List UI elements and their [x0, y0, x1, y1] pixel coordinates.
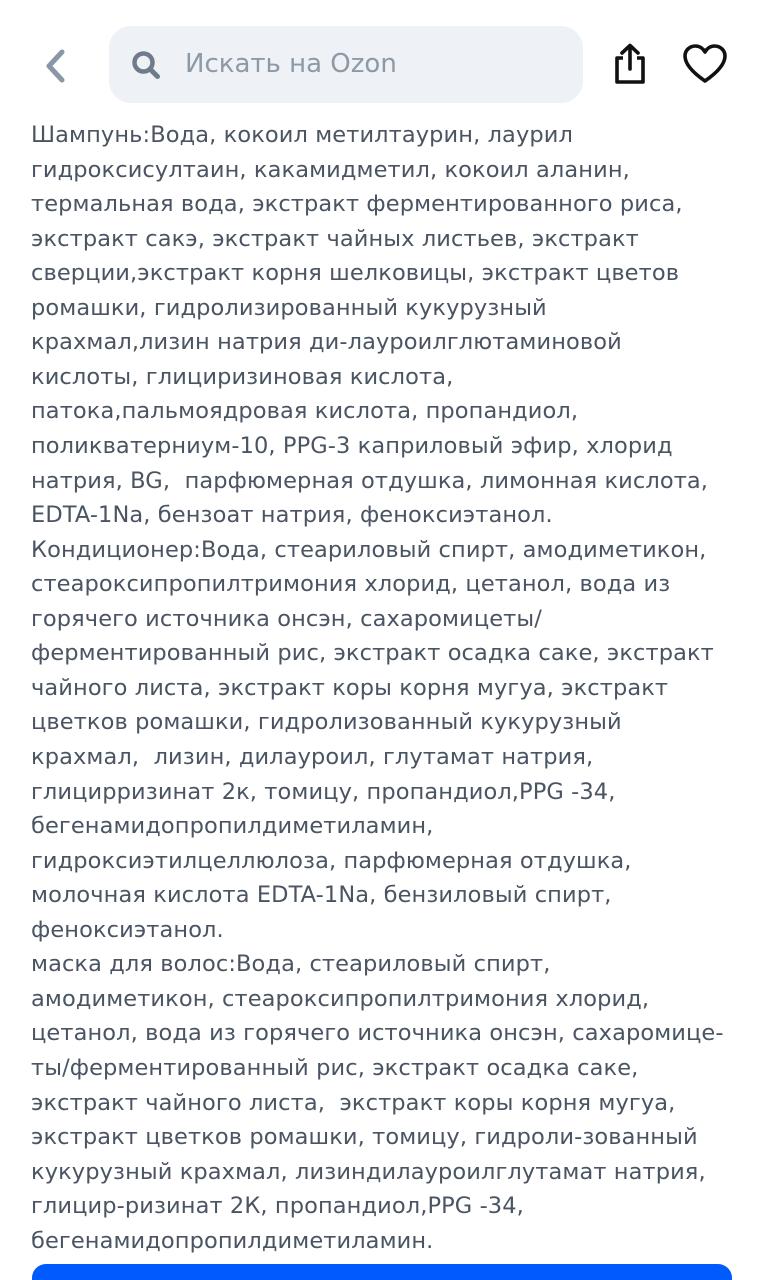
description-line: ферментированный рис, экстракт осадка саке, экстракт — [31, 640, 714, 666]
share-icon — [610, 42, 650, 86]
description-line: Шампунь:Вода, кокоил метилтаурин, лаурил — [31, 122, 573, 148]
search-input[interactable] — [185, 40, 565, 88]
description-line: цветков ромашки, гидролизованный кукурузный — [31, 709, 622, 735]
description-line: натрия, BG, парфюмерная отдушка, лимонная кислота, — [31, 468, 709, 494]
description-line: бегенамидопропилдиметиламин, — [31, 813, 434, 839]
description-line: гидроксиэтилцеллюлоза, парфюмерная отдушка, — [31, 848, 632, 874]
description-line: кислоты, глициризиновая кислота, — [31, 364, 454, 390]
description-line: поликватерниум-10, PPG-3 каприловый эфир, хлорид — [31, 433, 673, 459]
back-button[interactable] — [30, 42, 82, 90]
top-navigation-bar — [0, 0, 762, 118]
description-line: крахмал,лизин натрия ди-лауроилглютаминовой — [31, 329, 622, 355]
heart-icon — [682, 43, 728, 85]
description-line: молочная кислота EDTA-1Na, бензиловый спирт, — [31, 882, 612, 908]
bottom-action-button[interactable] — [32, 1264, 732, 1280]
description-line: горячего источника онсэн, сахаромицеты/ — [31, 606, 542, 632]
description-line: Кондиционер:Вода, стеариловый спирт, амодиметикон, — [31, 537, 707, 563]
description-line: стеароксипропилтримония хлорид, цетанол, вода из — [31, 571, 671, 597]
description-line: кукурузный крахмал, лизиндилауроилглутамат натрия, — [31, 1159, 706, 1185]
search-icon — [131, 50, 161, 80]
description-line: экстракт сакэ, экстракт чайных листьев, экстракт — [31, 226, 639, 252]
description-line: амодиметикон, стеароксипропилтримония хлорид, — [31, 986, 650, 1012]
description-line: ты/ферментированный рис, экстракт осадка саке, — [31, 1055, 639, 1081]
description-line: крахмал, лизин, дилауроил, глутамат натрия, — [31, 744, 594, 770]
description-line: патока,пальмоядровая кислота, пропандиол, — [31, 398, 579, 424]
product-description — [0, 118, 762, 1263]
share-button[interactable] — [606, 40, 654, 88]
description-line: экстракт чайного листа, экстракт коры корня мугуа, — [31, 1090, 676, 1116]
description-line: термальная вода, экстракт ферментированного риса, — [31, 191, 683, 217]
description-line: цетанол, вода из горячего источника онсэн, сахаромице- — [31, 1020, 724, 1046]
description-line: глицирризинат 2к, томицу, пропандиол,PPG -34, — [31, 779, 616, 805]
description-line: феноксиэтанол. — [31, 917, 224, 943]
description-line: экстракт цветков ромашки, томицу, гидроли-зованный — [31, 1124, 698, 1150]
description-line: глицир-ризинат 2К, пропандиол,PPG -34, — [31, 1193, 524, 1219]
description-line: EDTA-1Na, бензоат натрия, феноксиэтанол. — [31, 502, 553, 528]
description-line: ромашки, гидролизированный кукурузный — [31, 295, 547, 321]
description-line: бегенамидопропилдиметиламин. — [31, 1228, 434, 1254]
description-line: гидроксисултаин, какамидметил, кокоил аланин, — [31, 157, 630, 183]
chevron-left-icon — [41, 46, 71, 86]
search-bar[interactable] — [109, 26, 583, 103]
description-line: чайного листа, экстракт коры корня мугуа, экстракт — [31, 675, 669, 701]
favorite-button[interactable] — [680, 40, 730, 88]
description-line: сверции,экстракт корня шелковицы, экстракт цветов — [31, 260, 680, 286]
description-line: маска для волос:Вода, стеариловый спирт, — [31, 951, 551, 977]
